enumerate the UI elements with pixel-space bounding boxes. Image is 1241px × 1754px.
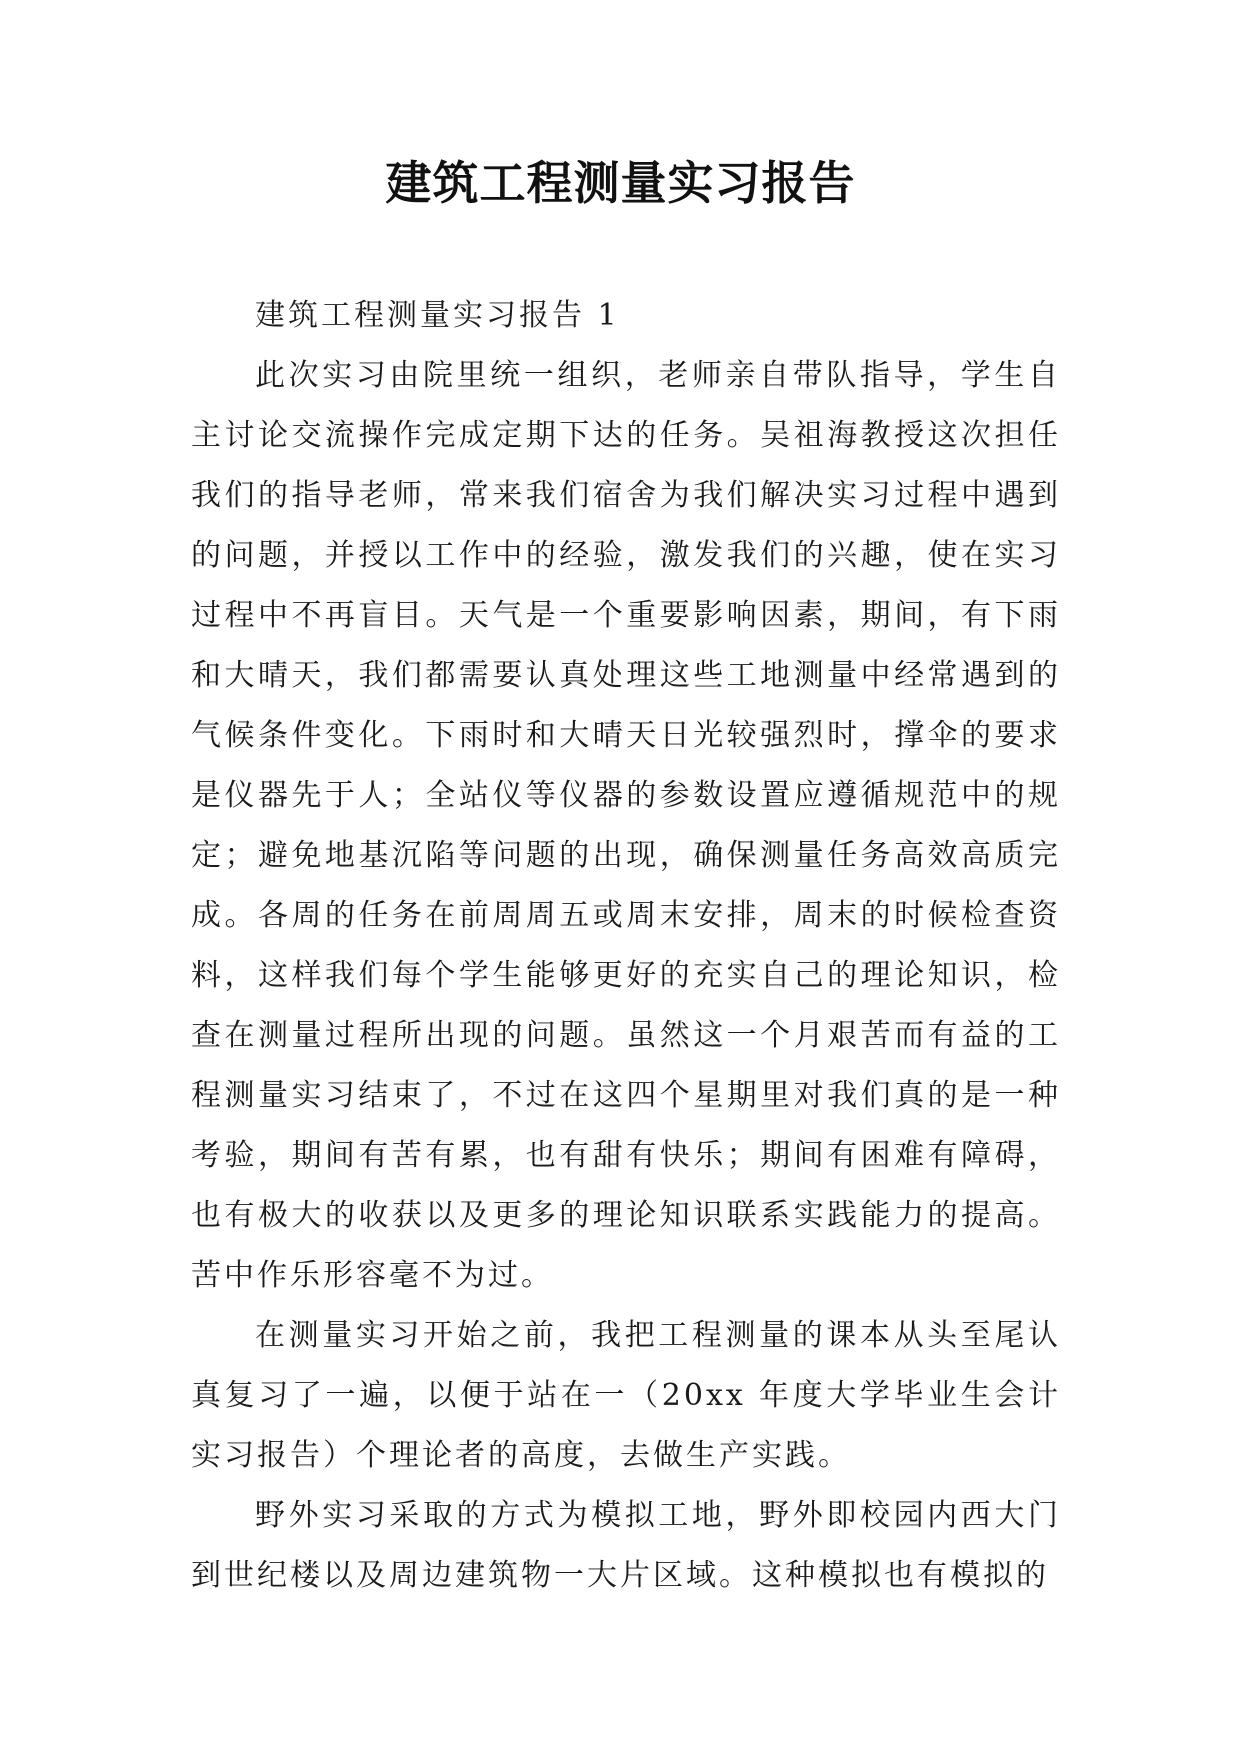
paragraph-2: 在测量实习开始之前，我把工程测量的课本从头至尾认真复习了一遍，以便于站在一（20xx 年度大学毕业生会计实习报告）个理论者的高度，去做生产实践。 <box>191 1318 1061 1473</box>
paragraph-1: 此次实习由院里统一组织，老师亲自带队指导，学生自主讨论交流操作完成定期下达的任务。吴祖海教授这次担任我们的指导老师，常来我们宿舍为我们解决实习过程中遇到的问题，并授以工作中的经验，激发我们的兴趣，使在实习过程中不再盲目。天气是一个重要影响因素，期间，有下雨和大晴天，我们都需要认真处理这些工地测量中经常遇到的气候条件变化。下雨时和大晴天日光较强烈时，撑伞的要求是仪器先于人；全站仪等仪器的参数设置应遵循规范中的规定；避免地基沉陷等问题的出现，确保测量任务高效高质完成。各周的任务在前周周五或周末安排，周末的时候检查资料，这样我们每个学生能够更好的充实自己的理论知识，检查在测量过程所出现的问题。虽然这一个月艰苦而有益的工程测量实习结束了，不过在这四个星期里对我们真的是一种考验，期间有苦有累，也有甜有快乐；期间有困难有障碍，也有极大的收获以及更多的理论知识联系实践能力的提高。苦中作乐形容毫不为过。 <box>191 358 1061 1293</box>
section-heading: 建筑工程测量实习报告 1 <box>255 298 620 333</box>
document-title: 建筑工程测量实习报告 <box>385 156 856 210</box>
document-body <box>191 286 1061 1606</box>
paragraph-3: 野外实习采取的方式为模拟工地，野外即校园内西大门到世纪楼以及周边建筑物一大片区域。这种模拟也有模拟的 <box>191 1498 1061 1593</box>
